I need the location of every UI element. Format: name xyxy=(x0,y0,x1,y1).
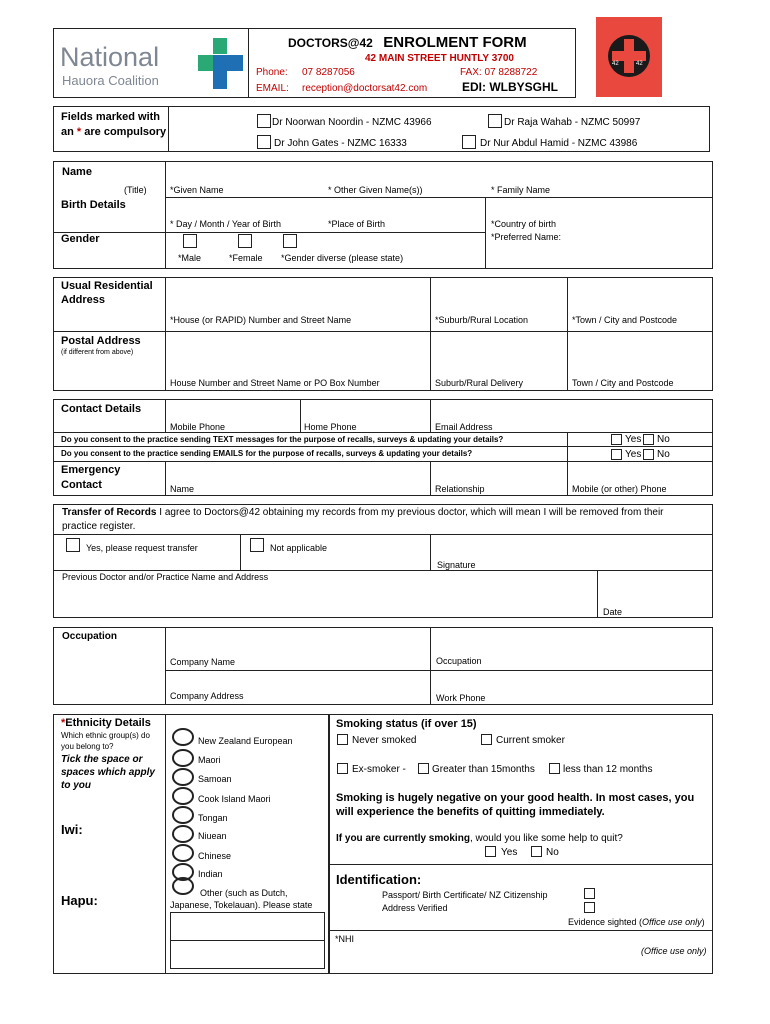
house-label: *House (or RAPID) Number and Street Name xyxy=(170,315,352,325)
ethnicity-maori: Maori xyxy=(198,755,221,765)
ethnicity-title xyxy=(61,717,151,729)
edi-value: EDI: WLBYSGHL xyxy=(462,80,558,94)
ethnicity-radio-maori[interactable] xyxy=(172,749,194,767)
contact-box xyxy=(53,399,713,496)
consent-text-yes: Yes xyxy=(625,434,642,445)
consent-email-question: Do you consent to the practice sending EMAILS for the purpose of recalls, surveys & updating your details? xyxy=(61,449,473,458)
phone-value: 07 8287056 xyxy=(302,67,355,78)
family-name-label: * Family Name xyxy=(491,185,551,195)
id-address-checkbox[interactable] xyxy=(584,902,595,913)
compulsory-line2 xyxy=(61,126,166,138)
smoking-warning-1: Smoking is hugely negative on your good health. In most cases, you xyxy=(336,792,695,804)
transfer-yes-checkbox[interactable] xyxy=(66,538,80,552)
ethnicity-title-text: Ethnicity Details xyxy=(65,717,151,729)
emergency-label-1: Emergency xyxy=(61,464,121,476)
ethnicity-samoan: Samoan xyxy=(198,774,232,784)
transfer-text-1: I agree to Doctors@42 obtaining my records from my previous doctor, which will mean I will be removed from their xyxy=(156,507,664,518)
practice-address: 42 MAIN STREET HUNTLY 3700 xyxy=(365,53,514,64)
ethnicity-radio-cook-island[interactable] xyxy=(172,787,194,805)
tick-instruction-1: Tick the space or xyxy=(61,754,143,765)
doctor-checkbox-4[interactable] xyxy=(462,135,476,149)
form-title: ENROLMENT FORM xyxy=(383,34,527,51)
fax-value: FAX: 07 8288722 xyxy=(460,67,538,78)
tick-instruction-2: spaces which apply xyxy=(61,767,155,778)
email-value[interactable]: reception@doctorsat42.com xyxy=(302,83,428,94)
ethnicity-other-2: Japanese, Tokelauan). Please state xyxy=(170,900,313,910)
logo-name-2: Hauora Coalition xyxy=(62,73,159,88)
ethnicity-question-1: Which ethnic group(s) do xyxy=(61,731,150,740)
doctor-4: Dr Nur Abdul Hamid - NZMC 43986 xyxy=(480,138,638,149)
ex-smoker-label: Ex-smoker - xyxy=(352,764,406,775)
smoking-title: Smoking status (if over 15) xyxy=(336,718,477,730)
suburb-label: *Suburb/Rural Location xyxy=(435,315,529,325)
male-checkbox[interactable] xyxy=(183,234,197,248)
name-label: Name xyxy=(62,166,92,178)
ex-smoker-checkbox[interactable] xyxy=(337,763,348,774)
previous-doctor-label: Previous Doctor and/or Practice Name and Address xyxy=(62,572,269,582)
identification-title: Identification: xyxy=(336,872,422,887)
office-use-only: (Office use only) xyxy=(641,946,707,956)
nhi-text: *NHI xyxy=(335,934,355,944)
cob-label: *Country of birth xyxy=(491,219,557,229)
quit-yes-checkbox[interactable] xyxy=(485,846,496,857)
work-phone-label: Work Phone xyxy=(436,693,486,703)
company-name-label: Company Name xyxy=(170,657,236,667)
transfer-box xyxy=(53,504,713,618)
ethnicity-cook-island: Cook Island Maori xyxy=(198,794,271,804)
female-label: *Female xyxy=(229,253,263,263)
mobile-label: Mobile Phone xyxy=(170,422,226,432)
greater-15-label: Greater than 15months xyxy=(432,764,535,775)
ethnicity-indian: Indian xyxy=(198,869,223,879)
form-name: DOCTORS@42 xyxy=(288,36,373,50)
doctor-1: Dr Noorwan Noordin - NZMC 43966 xyxy=(272,117,432,128)
doctor-checkbox-3[interactable] xyxy=(257,135,271,149)
consent-email-no-checkbox[interactable] xyxy=(643,449,654,460)
email-label: EMAIL: xyxy=(256,83,289,94)
contact-details-label: Contact Details xyxy=(61,403,142,415)
consent-email-yes: Yes xyxy=(625,449,642,460)
dob-label: * Day / Month / Year of Birth xyxy=(170,219,282,229)
diverse-checkbox[interactable] xyxy=(283,234,297,248)
company-address-label: Company Address xyxy=(170,691,244,701)
usual-address-label-1: Usual Residential xyxy=(61,280,153,292)
quit-help-bold: If you are currently smoking xyxy=(336,833,470,844)
signature-label: Signature xyxy=(437,560,476,570)
occupation-label: Occupation xyxy=(62,631,118,642)
ethnicity-nz-european: New Zealand European xyxy=(198,736,293,746)
transfer-statement xyxy=(62,507,664,518)
ethnicity-tongan: Tongan xyxy=(198,813,228,823)
male-label: *Male xyxy=(178,253,202,263)
compulsory-line1: Fields marked with xyxy=(61,111,161,123)
preferred-name-label: *Preferred Name: xyxy=(491,232,562,242)
title-label: (Title) xyxy=(124,185,147,195)
emergency-label-2: Contact xyxy=(61,479,102,491)
compulsory-an: an xyxy=(61,126,74,138)
never-smoked-label: Never smoked xyxy=(352,735,417,746)
phone-label: Phone: xyxy=(256,67,288,78)
given-name-label: *Given Name xyxy=(170,185,224,195)
consent-email-no: No xyxy=(657,449,670,460)
diverse-label: *Gender diverse (please state) xyxy=(281,253,404,263)
postal-town-label: Town / City and Postcode xyxy=(572,378,674,388)
date-label: Date xyxy=(603,607,623,617)
other-given-label: * Other Given Name(s)) xyxy=(328,185,423,195)
evidence-text-a: Evidence sighted ( xyxy=(568,917,643,927)
ethnicity-radio-tongan[interactable] xyxy=(172,806,194,824)
consent-text-no-checkbox[interactable] xyxy=(643,434,654,445)
postal-suburb-label: Suburb/Rural Delivery xyxy=(435,378,524,388)
consent-text-no: No xyxy=(657,434,670,445)
compulsory-star: * xyxy=(76,126,82,138)
less-12-checkbox[interactable] xyxy=(549,763,560,774)
emergency-phone-label: Mobile (or other) Phone xyxy=(572,484,667,494)
usual-address-label-2: Address xyxy=(61,294,106,306)
ethnicity-radio-chinese[interactable] xyxy=(172,844,194,862)
compulsory-text: are compulsory xyxy=(84,126,167,138)
evidence-text-b: Office use only xyxy=(642,917,702,927)
smoking-box xyxy=(329,714,713,974)
transfer-label: Transfer of Records xyxy=(62,507,157,518)
ethnicity-star: * xyxy=(61,717,66,729)
postal-house-label: House Number and Street Name or PO Box Number xyxy=(170,378,380,388)
doctor-checkbox-1[interactable] xyxy=(257,114,271,128)
quit-help-question xyxy=(336,833,623,844)
birth-details-label: Birth Details xyxy=(61,199,126,211)
quit-no-checkbox[interactable] xyxy=(531,846,542,857)
smoking-warning-2: will experience the benefits of quitting immediately. xyxy=(336,806,605,818)
transfer-yes-label: Yes, please request transfer xyxy=(86,543,198,553)
iwi-label: Iwi: xyxy=(61,822,83,837)
quit-yes-label: Yes xyxy=(501,847,518,858)
consent-email-yes-checkbox[interactable] xyxy=(611,449,622,460)
less-12-label: less than 12 months xyxy=(563,764,653,775)
hapu-label: Hapu: xyxy=(61,893,98,908)
quit-no-label: No xyxy=(546,847,559,858)
occupation-box xyxy=(53,627,713,705)
pob-label: *Place of Birth xyxy=(328,219,386,229)
occupation-field-label: Occupation xyxy=(436,656,482,666)
current-smoker-checkbox[interactable] xyxy=(481,734,492,745)
transfer-na-checkbox[interactable] xyxy=(250,538,264,552)
ethnicity-radio-niuean[interactable] xyxy=(172,825,194,843)
emergency-relationship-label: Relationship xyxy=(435,484,485,494)
logo-name-1: National xyxy=(60,42,160,72)
consent-text-yes-checkbox[interactable] xyxy=(611,434,622,445)
home-phone-label: Home Phone xyxy=(304,422,357,432)
quit-help-rest: , would you like some help to quit? xyxy=(469,833,623,844)
evidence-sighted xyxy=(568,917,705,927)
female-checkbox[interactable] xyxy=(238,234,252,248)
never-smoked-checkbox[interactable] xyxy=(337,734,348,745)
emergency-name-label: Name xyxy=(170,484,195,494)
greater-15-checkbox[interactable] xyxy=(418,763,429,774)
tick-instruction-3: to you xyxy=(61,780,91,791)
consent-text-question: Do you consent to the practice sending TEXT messages for the purpose of recalls, surveys & updating your details? xyxy=(61,435,504,444)
nhi-label xyxy=(335,934,354,944)
ethnicity-radio-samoan[interactable] xyxy=(172,768,194,786)
identification-line-1: Passport/ Birth Certificate/ NZ Citizenship xyxy=(382,890,548,900)
badge-text-right: 42 xyxy=(636,61,643,67)
form-heading xyxy=(288,34,527,52)
postal-note: (if different from above) xyxy=(61,349,134,356)
badge-cross-bar-icon xyxy=(612,51,646,61)
email-address-label: Email Address xyxy=(435,422,493,432)
ethnicity-question-2: you belong to? xyxy=(61,742,114,751)
ethnicity-niuean: Niuean xyxy=(198,831,227,841)
ethnicity-radio-other[interactable] xyxy=(172,877,194,895)
evidence-text-c: ) xyxy=(701,917,705,927)
current-smoker-label: Current smoker xyxy=(496,735,565,746)
transfer-na-label: Not applicable xyxy=(270,543,328,553)
ethnicity-radio-nz-european[interactable] xyxy=(172,728,194,746)
address-box xyxy=(53,277,713,391)
practice-badge xyxy=(596,17,662,97)
ethnicity-other: Other (such as Dutch, xyxy=(200,888,288,898)
postal-address-label: Postal Address xyxy=(61,335,141,347)
town-label: *Town / City and Postcode xyxy=(572,315,678,325)
doctor-2: Dr Raja Wahab - NZMC 50997 xyxy=(504,117,641,128)
doctor-3: Dr John Gates - NZMC 16333 xyxy=(274,138,407,149)
identification-line-2: Address Verified xyxy=(382,903,448,913)
badge-text-left: 42 xyxy=(612,61,619,67)
transfer-text-2: practice register. xyxy=(62,521,136,532)
doctor-checkbox-2[interactable] xyxy=(488,114,502,128)
id-passport-checkbox[interactable] xyxy=(584,888,595,899)
ethnicity-chinese: Chinese xyxy=(198,851,232,861)
gender-label: Gender xyxy=(61,233,100,245)
